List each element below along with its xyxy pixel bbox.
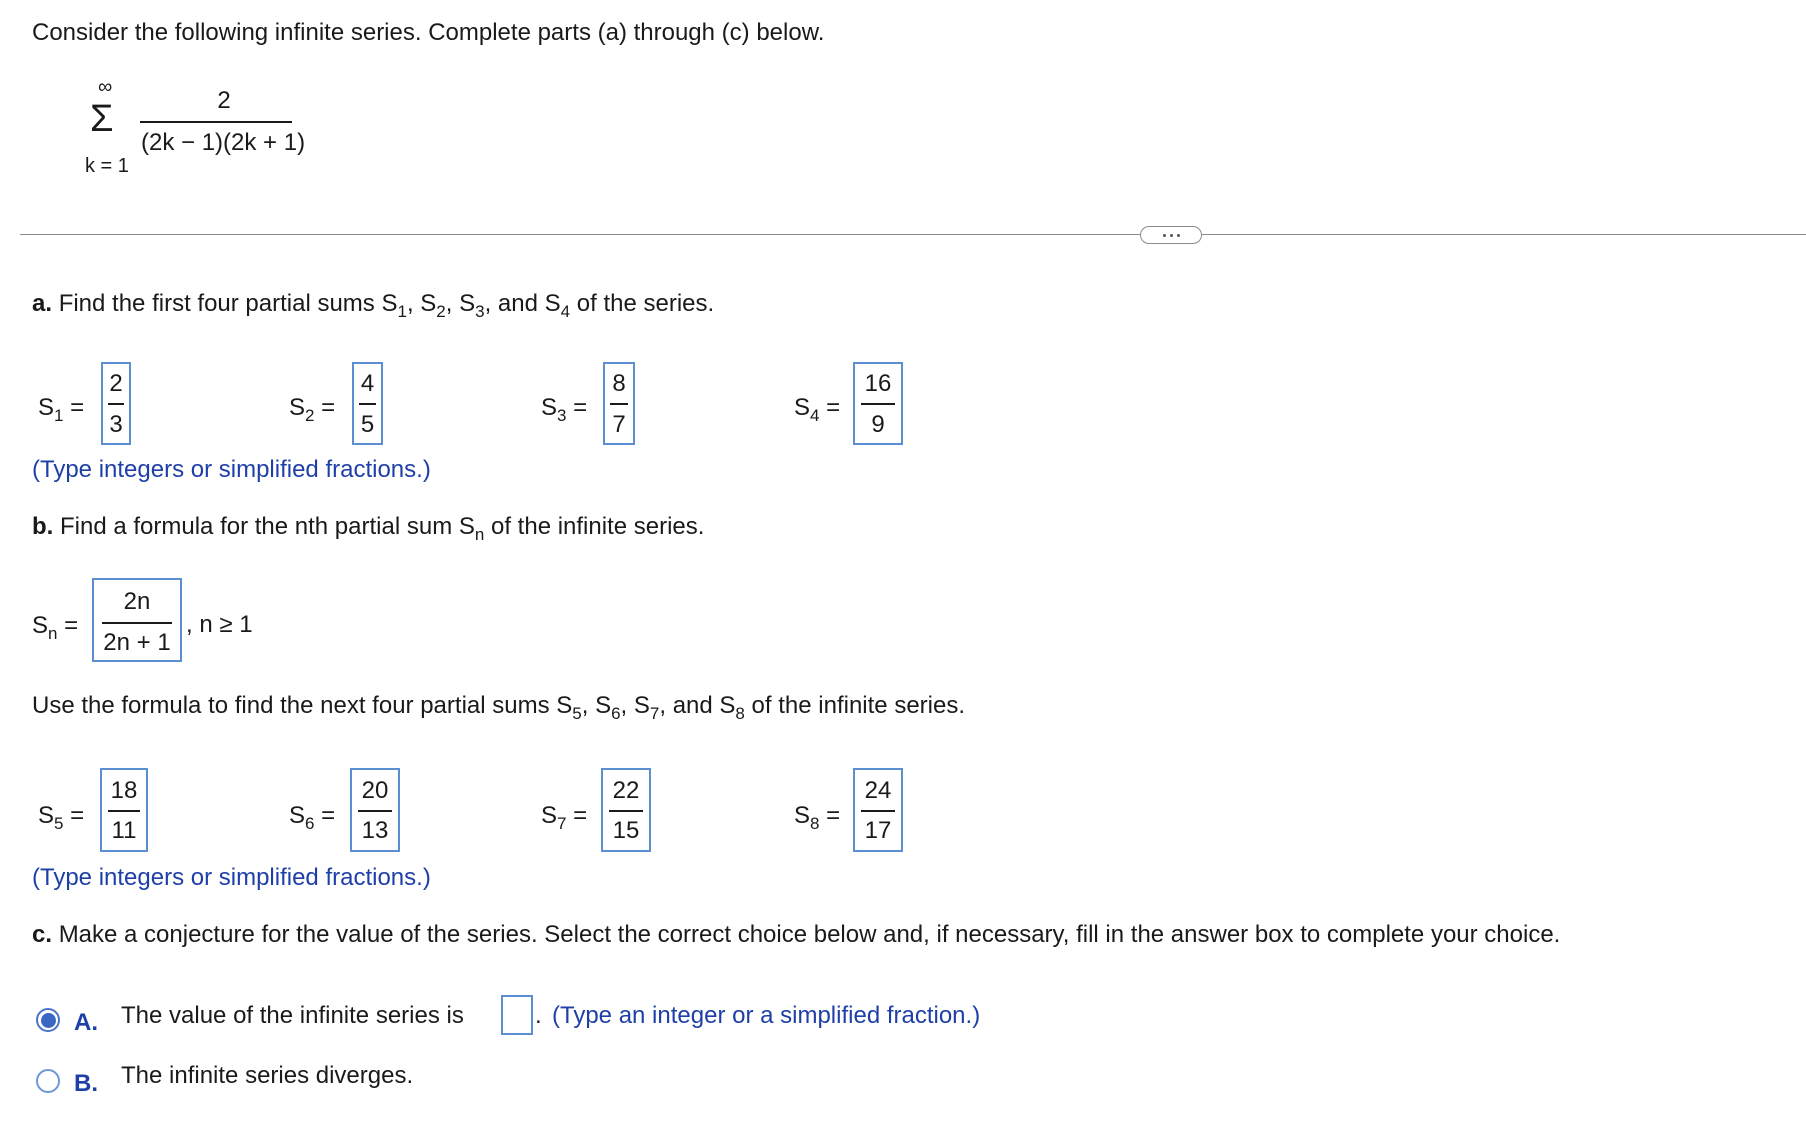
choice-a-period: . bbox=[535, 1002, 542, 1029]
part-b-question: b. Find a formula for the nth partial sum $S_n$ of the infinite series. bbox=[32, 513, 705, 544]
choice-b-radio[interactable] bbox=[36, 1069, 60, 1093]
choice-b-letter: B. bbox=[74, 1070, 98, 1097]
part-b-use-formula: Use the formula to find the next four partial sums $S_5$, $S_6$, $S_7$, and $S_8$ of the infinite series. bbox=[32, 692, 966, 723]
s1-answer-box[interactable]: 2 3 bbox=[101, 362, 131, 445]
series-expression bbox=[80, 76, 320, 176]
sigma-upper-limit: ∞ bbox=[98, 76, 113, 98]
sigma-symbol: Σ bbox=[90, 98, 114, 140]
choice-a-text: The value of the infinite series is bbox=[121, 1002, 464, 1029]
s7-label: $S_7$ = bbox=[541, 802, 588, 833]
sigma-lower-limit: k = 1 bbox=[85, 155, 129, 177]
choice-a-hint: (Type an integer or a simplified fraction.) bbox=[552, 1002, 981, 1029]
part-a-question: a. Find the first four partial sums $S_1$, $S_2$, $S_3$, and $S_4$ of the series. bbox=[32, 290, 715, 321]
sn-label: $S_n$ = bbox=[32, 612, 79, 643]
more-icon bbox=[1163, 234, 1166, 237]
sn-condition: , n ≥ 1 bbox=[186, 611, 253, 638]
part-b-hint: (Type integers or simplified fractions.) bbox=[32, 864, 431, 891]
s8-label: $S_8$ = bbox=[794, 802, 841, 833]
s3-label: $S_3$ = bbox=[541, 394, 588, 425]
sn-answer-box[interactable]: 2n 2n + 1 bbox=[92, 578, 182, 662]
series-fraction-bar bbox=[140, 121, 292, 123]
s1-label: $S_1$ = bbox=[38, 394, 85, 425]
choice-a-radio[interactable] bbox=[36, 1008, 60, 1032]
intro-text: Consider the following infinite series. Complete parts (a) through (c) below. bbox=[32, 19, 825, 46]
s4-label: $S_4$ = bbox=[794, 394, 841, 425]
s5-answer-box[interactable]: 18 11 bbox=[100, 768, 148, 852]
part-c-question: c. Make a conjecture for the value of the series. Select the correct choice below and, if necessary, fill in the answer box to complete your choice. bbox=[32, 921, 1561, 948]
section-divider bbox=[20, 234, 1806, 235]
series-numerator: 2 bbox=[217, 87, 231, 114]
s6-answer-box[interactable]: 20 13 bbox=[350, 768, 400, 852]
choice-b-text: The infinite series diverges. bbox=[121, 1062, 414, 1089]
s7-answer-box[interactable]: 22 15 bbox=[601, 768, 651, 852]
s4-answer-box[interactable]: 16 9 bbox=[853, 362, 903, 445]
choice-a-letter: A. bbox=[74, 1009, 98, 1036]
series-denominator: (2k − 1)(2k + 1) bbox=[141, 129, 306, 156]
s2-answer-box[interactable]: 4 5 bbox=[352, 362, 383, 445]
more-options-button[interactable] bbox=[1140, 226, 1202, 244]
s8-answer-box[interactable]: 24 17 bbox=[853, 768, 903, 852]
s2-label: $S_2$ = bbox=[289, 394, 336, 425]
series-value-input[interactable] bbox=[501, 995, 533, 1035]
part-a-hint: (Type integers or simplified fractions.) bbox=[32, 456, 431, 483]
s5-label: $S_5$ = bbox=[38, 802, 85, 833]
s6-label: $S_6$ = bbox=[289, 802, 336, 833]
s3-answer-box[interactable]: 8 7 bbox=[603, 362, 635, 445]
